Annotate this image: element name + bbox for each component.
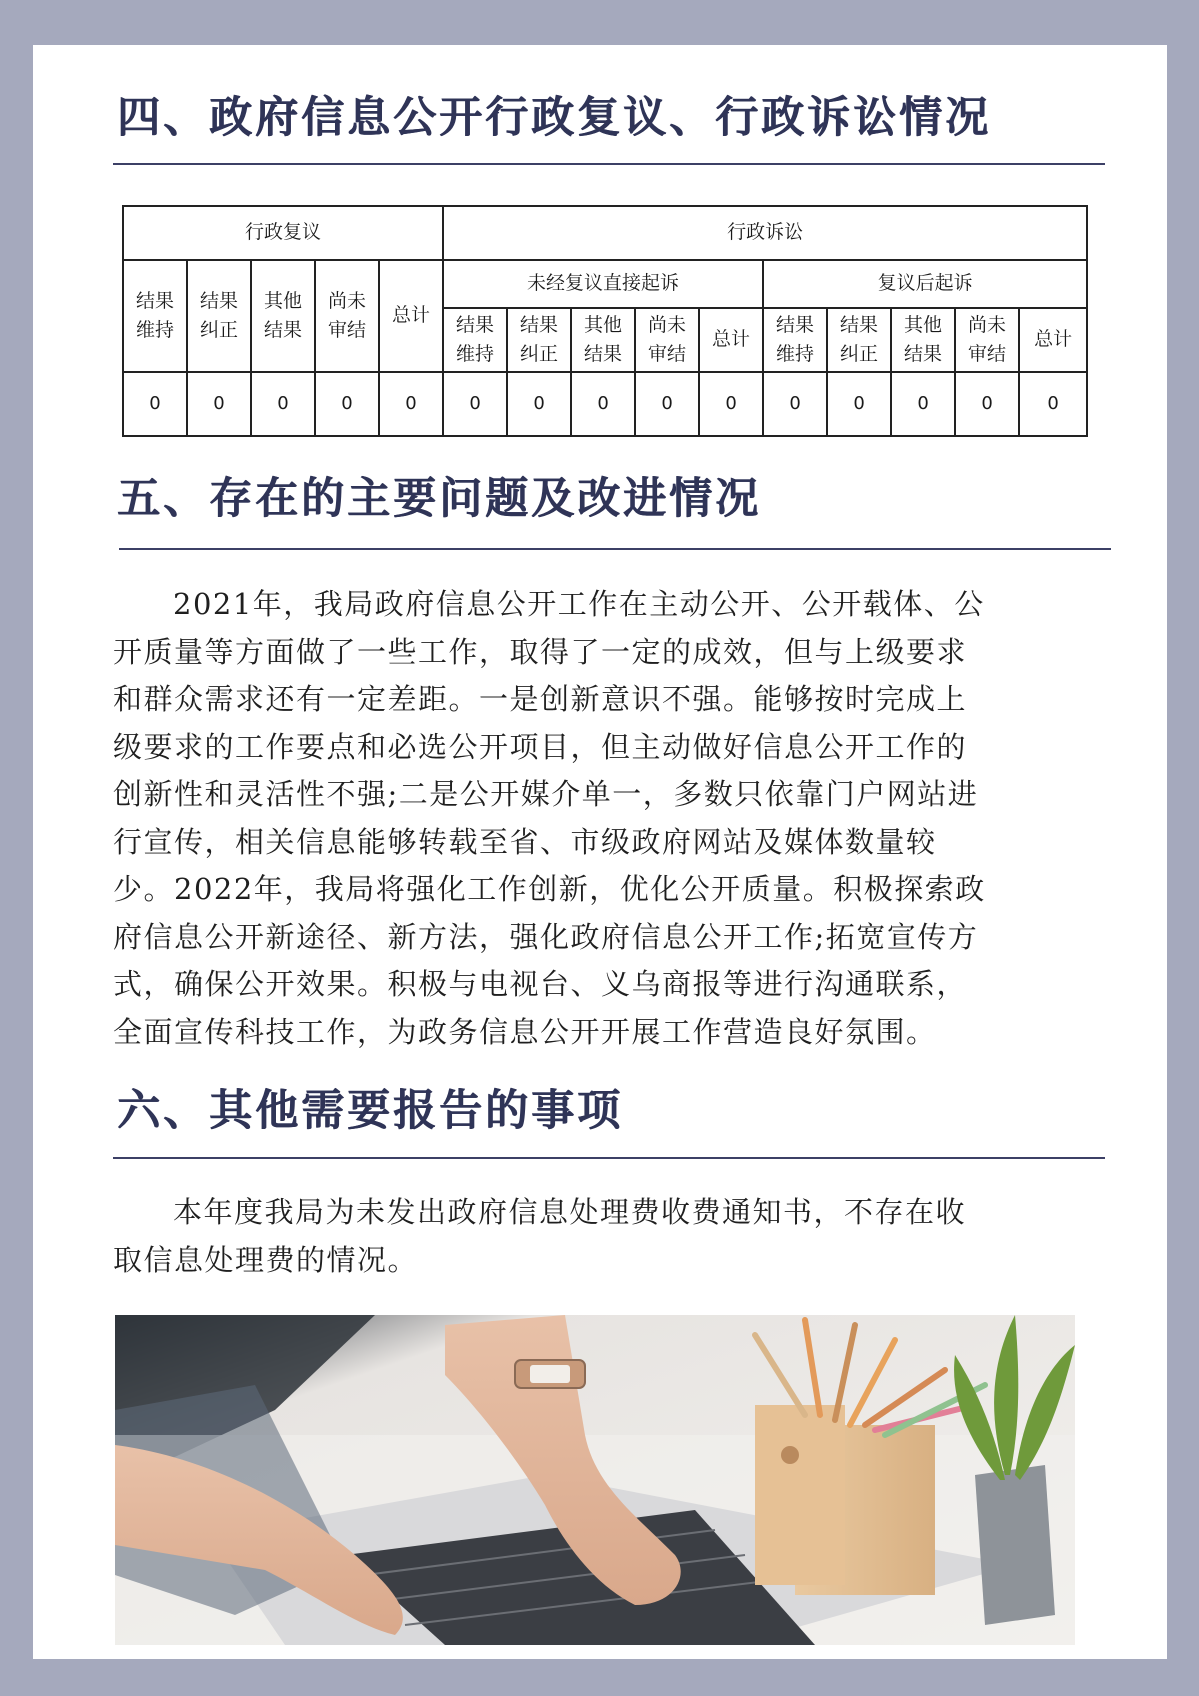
header-after-corrected: 结果 纠正 [827, 308, 891, 372]
paragraph-line: 式，确保公开效果。积极与电视台、义乌商报等进行沟通联系， [113, 967, 968, 1001]
table-cell: 0 [635, 372, 699, 436]
header-direct-suit: 未经复议直接起诉 [443, 260, 763, 308]
table-cell: 0 [123, 372, 187, 436]
table-cell: 0 [571, 372, 635, 436]
header-after-upheld: 结果 维持 [763, 308, 827, 372]
header-suit-after-review: 复议后起诉 [763, 260, 1087, 308]
section-6-rule [113, 1157, 1105, 1159]
header-after-other: 其他 结果 [891, 308, 955, 372]
header-direct-total: 总计 [699, 308, 763, 372]
table-cell: 0 [763, 372, 827, 436]
section-6-title: 六、其他需要报告的事项 [117, 1086, 623, 1136]
paragraph-line: 全面宣传科技工作，为政务信息公开开展工作营造良好氛围。 [113, 1014, 937, 1049]
paragraph-line: 级要求的工作要点和必选公开项目，但主动做好信息公开工作的 [113, 729, 968, 764]
paragraph-line: 少。2022年，我局将强化工作创新，优化公开质量。积极探索政 [113, 872, 986, 906]
section-6-paragraph [113, 1189, 1113, 1284]
paragraph-line: 取信息处理费的情况。 [113, 1242, 419, 1277]
header-direct-pending: 尚未 审结 [635, 308, 699, 372]
header-admin-litigation: 行政诉讼 [443, 206, 1087, 260]
header-review-corrected: 结果 纠正 [187, 260, 251, 372]
table-cell: 0 [891, 372, 955, 436]
header-review-upheld: 结果 维持 [123, 260, 187, 372]
section-4-rule [113, 163, 1105, 165]
paragraph-line: 和群众需求还有一定差距。一是创新意识不强。能够按时完成上 [113, 682, 968, 716]
section-5-rule [119, 548, 1111, 550]
header-review-other: 其他 结果 [251, 260, 315, 372]
table-cell: 0 [315, 372, 379, 436]
header-after-pending: 尚未 审结 [955, 308, 1019, 372]
header-review-total: 总计 [379, 260, 443, 372]
header-direct-upheld: 结果 维持 [443, 308, 507, 372]
table-cell: 0 [443, 372, 507, 436]
table-cell: 0 [699, 372, 763, 436]
table-cell: 0 [507, 372, 571, 436]
header-admin-review: 行政复议 [123, 206, 443, 260]
paragraph-line: 2021年，我局政府信息公开工作在主动公开、公开载体、公 [173, 587, 985, 621]
table-cell: 0 [187, 372, 251, 436]
table-cell: 0 [1019, 372, 1087, 436]
table-cell: 0 [379, 372, 443, 436]
section-5-title: 五、存在的主要问题及改进情况 [117, 474, 761, 524]
paragraph-line: 开质量等方面做了一些工作，取得了一定的成效，但与上级要求 [113, 634, 968, 669]
laptop-typing-image [115, 1315, 1075, 1645]
section-5-paragraph [113, 581, 1113, 1056]
header-direct-other: 其他 结果 [571, 308, 635, 372]
report-page [33, 45, 1167, 1659]
office-photo [115, 1315, 1075, 1645]
paragraph-line: 本年度我局为未发出政府信息处理费收费通知书，不存在收 [173, 1195, 967, 1229]
header-after-total: 总计 [1019, 308, 1087, 372]
paragraph-line: 行宣传，相关信息能够转载至省、市级政府网站及媒体数量较 [113, 824, 937, 859]
table-cell: 0 [955, 372, 1019, 436]
header-review-pending: 尚未 审结 [315, 260, 379, 372]
table-cell: 0 [827, 372, 891, 436]
header-direct-corrected: 结果 纠正 [507, 308, 571, 372]
review-litigation-table [122, 205, 1088, 437]
table-cell: 0 [251, 372, 315, 436]
paragraph-line: 府信息公开新途径、新方法，强化政府信息公开工作;拓宽宣传方 [113, 919, 979, 954]
section-4-title: 四、政府信息公开行政复议、行政诉讼情况 [117, 93, 991, 143]
paragraph-line: 创新性和灵活性不强;二是公开媒介单一，多数只依靠门户网站进 [113, 777, 979, 811]
